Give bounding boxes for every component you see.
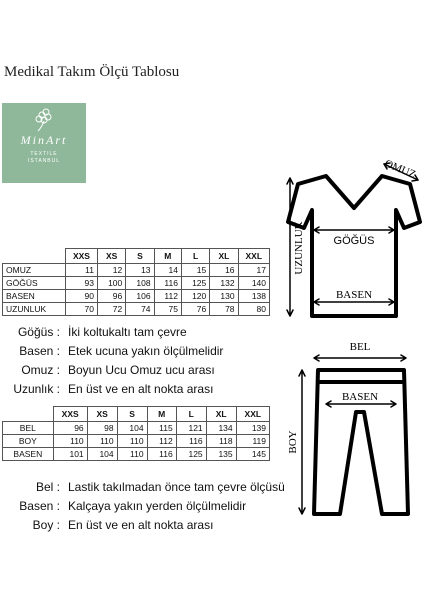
bel-arrow [314,355,406,361]
size-header: XXL [236,407,269,422]
bel-label: BEL [349,341,371,353]
table-cell: 110 [117,448,147,461]
table-cell: 15 [181,264,209,277]
row-label: OMUZ [3,264,66,277]
size-header: M [147,407,176,422]
table-cell: 115 [147,422,176,435]
table-cell: 125 [181,277,209,290]
table-cell: 139 [236,422,269,435]
row-label: BASEN [3,448,54,461]
row-label: GÖĞÜS [3,277,66,290]
table-cell: 116 [176,435,206,448]
table-row [3,290,270,303]
note-key: Basen : [19,499,60,513]
page-title: Medikal Takım Ölçü Tablosu [4,64,180,80]
logo-sub-line2: ISTANBUL [27,158,61,164]
uzunluk-label: UZUNLUK [293,221,305,275]
table-row [3,435,270,448]
table-row [3,303,270,316]
size-header: XL [206,407,236,422]
table-cell: 112 [147,435,176,448]
table-cell: 76 [181,303,209,316]
omuz-label: OMUZ [382,157,418,181]
table-cell: 106 [126,290,154,303]
table-cell: 78 [210,303,238,316]
table-row [3,277,270,290]
table-cell: 104 [117,422,147,435]
table-cell: 75 [154,303,181,316]
size-header: XS [97,249,125,264]
table-cell: 116 [147,448,176,461]
table-cell: 90 [65,290,97,303]
note-row [4,342,223,361]
table-cell: 121 [176,422,206,435]
size-header: XL [210,249,238,264]
table-row [3,422,270,435]
table-cell: 16 [210,264,238,277]
table-cell: 96 [97,290,125,303]
table-cell: 119 [236,435,269,448]
note-row [4,478,285,497]
note-text: Boyun Ucu Omuz ucu arası [68,363,215,377]
size-header: XXS [65,249,97,264]
size-header: L [176,407,206,422]
note-key: Omuz : [21,363,60,377]
size-header: XS [87,407,117,422]
size-header: S [126,249,154,264]
row-label: BOY [3,435,54,448]
note-text: En üst ve en alt nokta arası [68,382,214,396]
note-key: Uzunlık : [13,382,60,396]
table-cell: 110 [87,435,117,448]
table-cell: 14 [154,264,181,277]
bottom-size-table [2,406,270,461]
top-size-table [2,248,270,316]
table-row [3,448,270,461]
table-header-row [3,249,270,264]
table-cell: 116 [154,277,181,290]
top-notes [4,323,223,399]
table-cell: 120 [181,290,209,303]
note-key: Boy : [32,518,60,532]
table-cell: 108 [126,277,154,290]
logo-sub [2,151,86,165]
note-row [4,361,223,380]
note-text: Lastik takılmadan önce tam çevre ölçüsü [68,480,285,494]
table-cell: 140 [238,277,269,290]
note-row [4,323,223,342]
table-cell: 134 [206,422,236,435]
basen-bottom-label: BASEN [341,391,379,403]
garment-diagram [276,150,422,520]
table-cell: 101 [53,448,87,461]
note-key: Bel : [35,480,60,494]
note-text: Etek ucuna yakın ölçülmelidir [68,344,224,358]
size-header: M [154,249,181,264]
note-row [4,380,223,399]
table-cell: 12 [97,264,125,277]
table-cell: 135 [206,448,236,461]
table-corner [3,249,66,264]
boy-label: BOY [287,430,299,454]
logo-sub-line1: TEXTILE [30,151,58,157]
row-label: BASEN [3,290,66,303]
row-label: BEL [3,422,54,435]
table-cell: 110 [53,435,87,448]
logo-brand: MinArt [20,133,68,147]
brand-logo [2,103,86,183]
note-key: Göğüs : [17,325,60,339]
table-header-row [3,407,270,422]
note-text: En üst ve en alt nokta arası [68,518,214,532]
table-cell: 138 [238,290,269,303]
size-header: XXL [238,249,269,264]
table-corner [3,407,54,422]
table-cell: 98 [87,422,117,435]
gogus-label: GÖĞÜS [333,235,375,247]
table-cell: 118 [206,435,236,448]
table-row [3,264,270,277]
table-cell: 100 [97,277,125,290]
table-cell: 132 [210,277,238,290]
table-cell: 104 [87,448,117,461]
basen-top-label: BASEN [335,289,373,301]
table-cell: 96 [53,422,87,435]
table-cell: 130 [210,290,238,303]
table-cell: 145 [236,448,269,461]
size-header: L [181,249,209,264]
note-row [4,497,285,516]
table-cell: 17 [238,264,269,277]
note-key: Basen : [19,344,60,358]
table-cell: 112 [154,290,181,303]
note-row [4,516,285,535]
row-label: UZUNLUK [3,303,66,316]
boy-arrow [299,370,305,514]
table-cell: 11 [65,264,97,277]
size-header: XXS [53,407,87,422]
table-cell: 93 [65,277,97,290]
note-text: İki koltukaltı tam çevre [68,325,187,339]
table-cell: 72 [97,303,125,316]
note-text: Kalçaya yakın yerden ölçülmelidir [68,499,247,513]
table-cell: 125 [176,448,206,461]
gogus-arrow [314,227,394,233]
size-header: S [117,407,147,422]
table-cell: 74 [126,303,154,316]
table-cell: 80 [238,303,269,316]
table-cell: 13 [126,264,154,277]
table-cell: 70 [65,303,97,316]
table-cell: 110 [117,435,147,448]
bottom-notes [4,478,285,535]
